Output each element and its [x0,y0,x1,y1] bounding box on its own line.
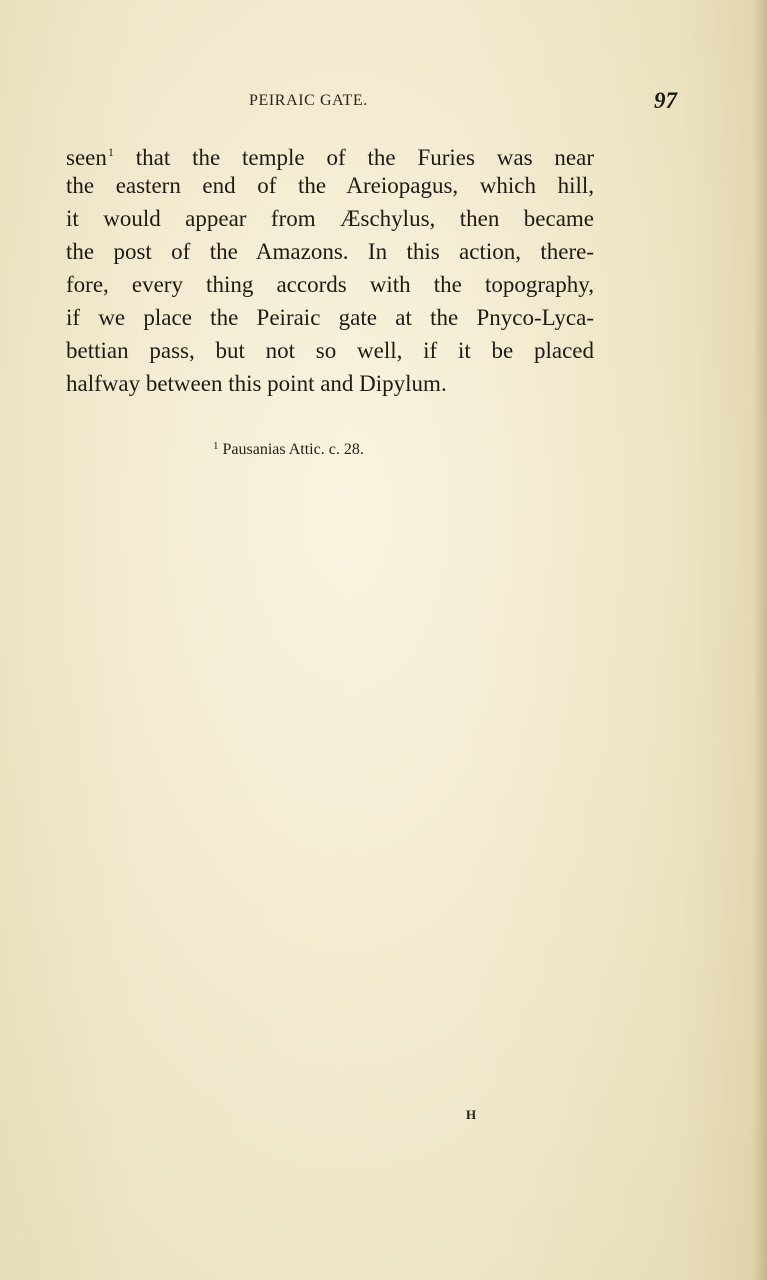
body-line-1-end: that the temple of the Furies was near [113,145,594,170]
footnote-mark: 1 [213,440,219,452]
page-number: 97 [654,88,677,113]
footnote-text: Pausanias Attic. c. 28. [222,441,364,458]
body-line-7: bettian pass, but not so well, if it be placed [66,338,594,363]
body-paragraph [66,136,594,400]
running-head [0,88,767,118]
running-head-title: PEIRAIC GATE. [249,92,368,109]
signature-mark: H [466,1107,478,1122]
footnote [213,440,364,459]
body-line-2: the eastern end of the Areiopagus, which hill, [66,173,594,198]
body-line-1-start: seen [66,145,107,170]
body-line-4: the post of the Amazons. In this action, there- [66,239,594,264]
body-line-1 [66,136,594,169]
footnote-reference: 1 [107,145,114,159]
body-line-5: fore, every thing accords with the topography, [66,272,594,297]
body-line-6: if we place the Peiraic gate at the Pnyco-Lyca- [66,305,594,330]
body-line-8: halfway between this point and Dipylum. [66,371,447,396]
body-line-3: it would appear from Æschylus, then became [66,206,594,231]
